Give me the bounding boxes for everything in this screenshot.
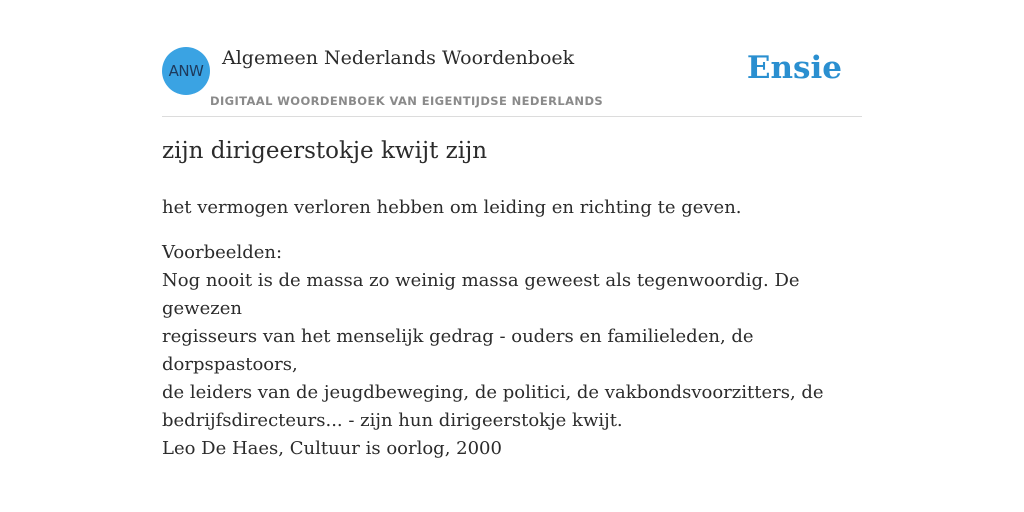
example-line: de leiders van de jeugdbeweging, de politici, de vakbondsvoorzitters, de: [162, 382, 824, 403]
example-line: regisseurs van het menselijk gedrag - ouders en familieleden, de dorpspastoors,: [162, 326, 754, 375]
example-line: bedrijfsdirecteurs... - zijn hun dirigeerstokje kwijt.: [162, 410, 623, 431]
entry-title: zijn dirigeerstokje kwijt zijn: [162, 138, 488, 164]
examples-label: Voorbeelden:: [162, 242, 283, 263]
site-subtitle: DIGITAAL WOORDENBOEK VAN EIGENTIJDSE NEDERLANDS: [210, 94, 604, 108]
example-line: Nog nooit is de massa zo weinig massa geweest als tegenwoordig. De gewezen: [162, 270, 800, 319]
anw-logo[interactable]: [162, 47, 210, 95]
entry-definition: het vermogen verloren hebben om leiding en richting te geven.: [162, 197, 742, 218]
anw-logo-text: ANW: [168, 62, 204, 80]
ensie-brand-link[interactable]: Ensie: [746, 50, 842, 86]
examples-section: [162, 239, 862, 463]
site-title-link[interactable]: Algemeen Nederlands Woordenboek: [222, 47, 575, 69]
example-source: Leo De Haes, Cultuur is oorlog, 2000: [162, 438, 502, 459]
header: [162, 44, 862, 117]
